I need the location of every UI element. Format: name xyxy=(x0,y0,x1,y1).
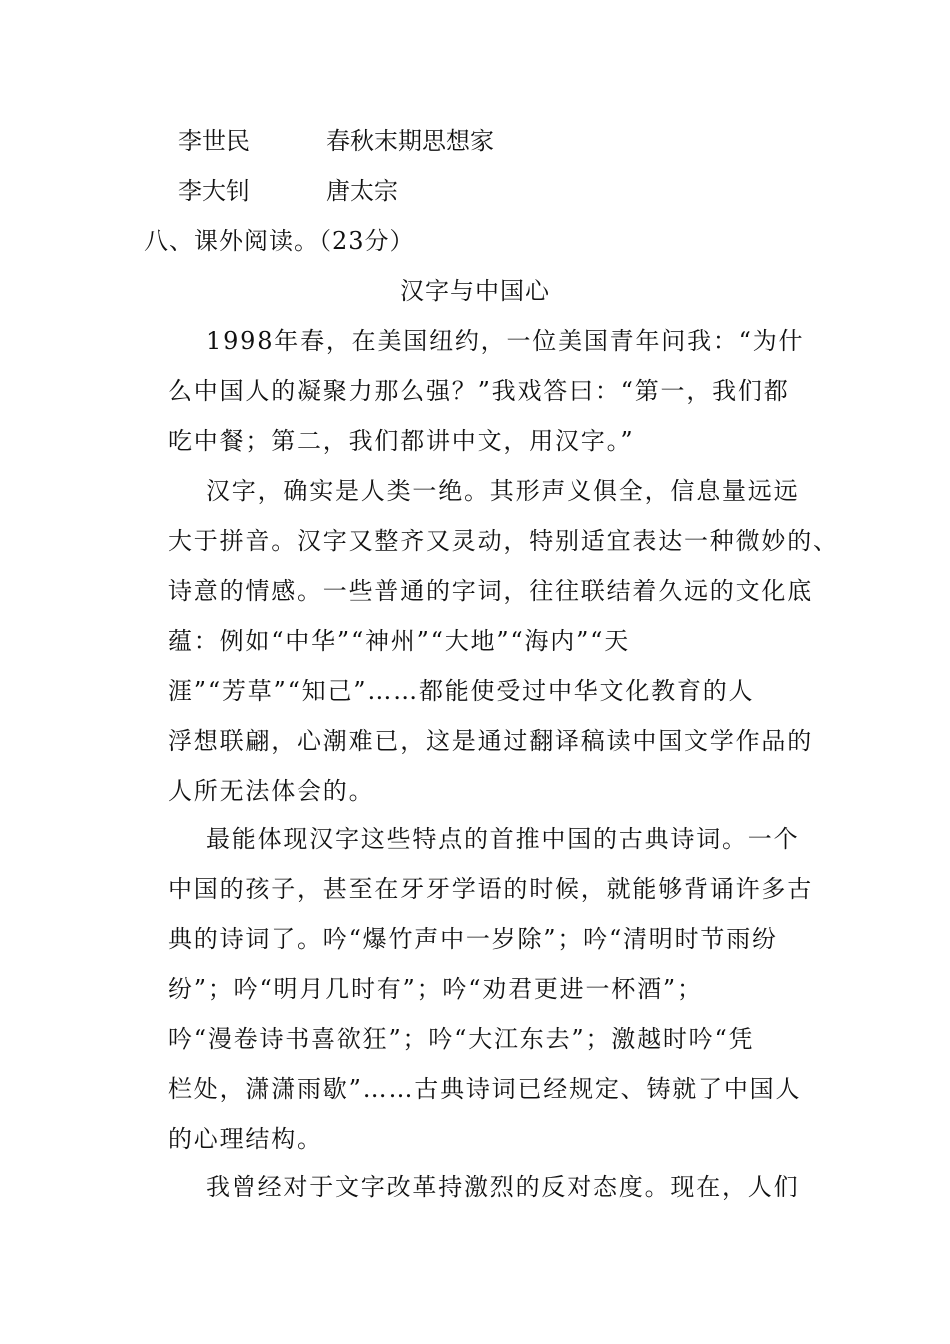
paragraph-line: 浮想联翩，心潮难已，这是通过翻译稿读中国文学作品的 xyxy=(168,727,813,755)
paragraph-line: 吃中餐；第二，我们都讲中文，用汉字。” xyxy=(168,427,635,455)
paragraph-line: 1998年春，在美国纽约，一位美国青年问我：“为什 xyxy=(206,327,805,355)
match-left-item-2: 李大钊 xyxy=(178,177,250,205)
paragraph-3 xyxy=(168,814,813,1164)
paragraph-line: 我曾经对于文字改革持激烈的反对态度。现在，人们 xyxy=(206,1173,800,1201)
section-heading: 八、课外阅读。（23分） xyxy=(144,227,415,255)
paragraph-2 xyxy=(168,466,839,816)
paragraph-line: 栏处，潇潇雨歇”……古典诗词已经规定、铸就了中国人 xyxy=(168,1075,802,1103)
paragraph-line: 涯”“芳草”“知己”……都能使受过中华文化教育的人 xyxy=(168,677,755,705)
paragraph-line: 人所无法体会的。 xyxy=(168,777,375,805)
paragraph-line: 中国的孩子，甚至在牙牙学语的时候，就能够背诵许多古 xyxy=(168,875,813,903)
match-right-item-1: 春秋末期思想家 xyxy=(326,127,494,155)
match-right-item-2: 唐太宗 xyxy=(326,177,398,205)
paragraph-line: 吟“漫卷诗书喜欲狂”；吟“大江东去”；激越时吟“凭 xyxy=(168,1025,755,1053)
paragraph-line: 诗意的情感。一些普通的字词，往往联结着久远的文化底 xyxy=(168,577,813,605)
paragraph-1 xyxy=(168,316,808,466)
match-left-item-1: 李世民 xyxy=(178,127,250,155)
paragraph-line: 蕴：例如“中华”“神州”“大地”“海内”“天 xyxy=(168,627,631,655)
paragraph-line: 汉字，确实是人类一绝。其形声义俱全，信息量远远 xyxy=(206,477,800,505)
paragraph-line: 典的诗词了。吟“爆竹声中一岁除”；吟“清明时节雨纷 xyxy=(168,925,778,953)
article-title: 汉字与中国心 xyxy=(400,277,550,305)
paragraph-line: 么中国人的凝聚力那么强？”我戏答曰：“第一，我们都 xyxy=(168,377,790,405)
paragraph-line: 纷”；吟“明月几时有”；吟“劝君更进一杯酒”； xyxy=(168,975,703,1003)
paragraph-line: 的心理结构。 xyxy=(168,1125,323,1153)
paragraph-line: 最能体现汉字这些特点的首推中国的古典诗词。一个 xyxy=(206,825,800,853)
paragraph-line: 大于拼音。汉字又整齐又灵动，特别适宜表达一种微妙的、 xyxy=(168,527,839,555)
paragraph-4 xyxy=(168,1162,808,1212)
